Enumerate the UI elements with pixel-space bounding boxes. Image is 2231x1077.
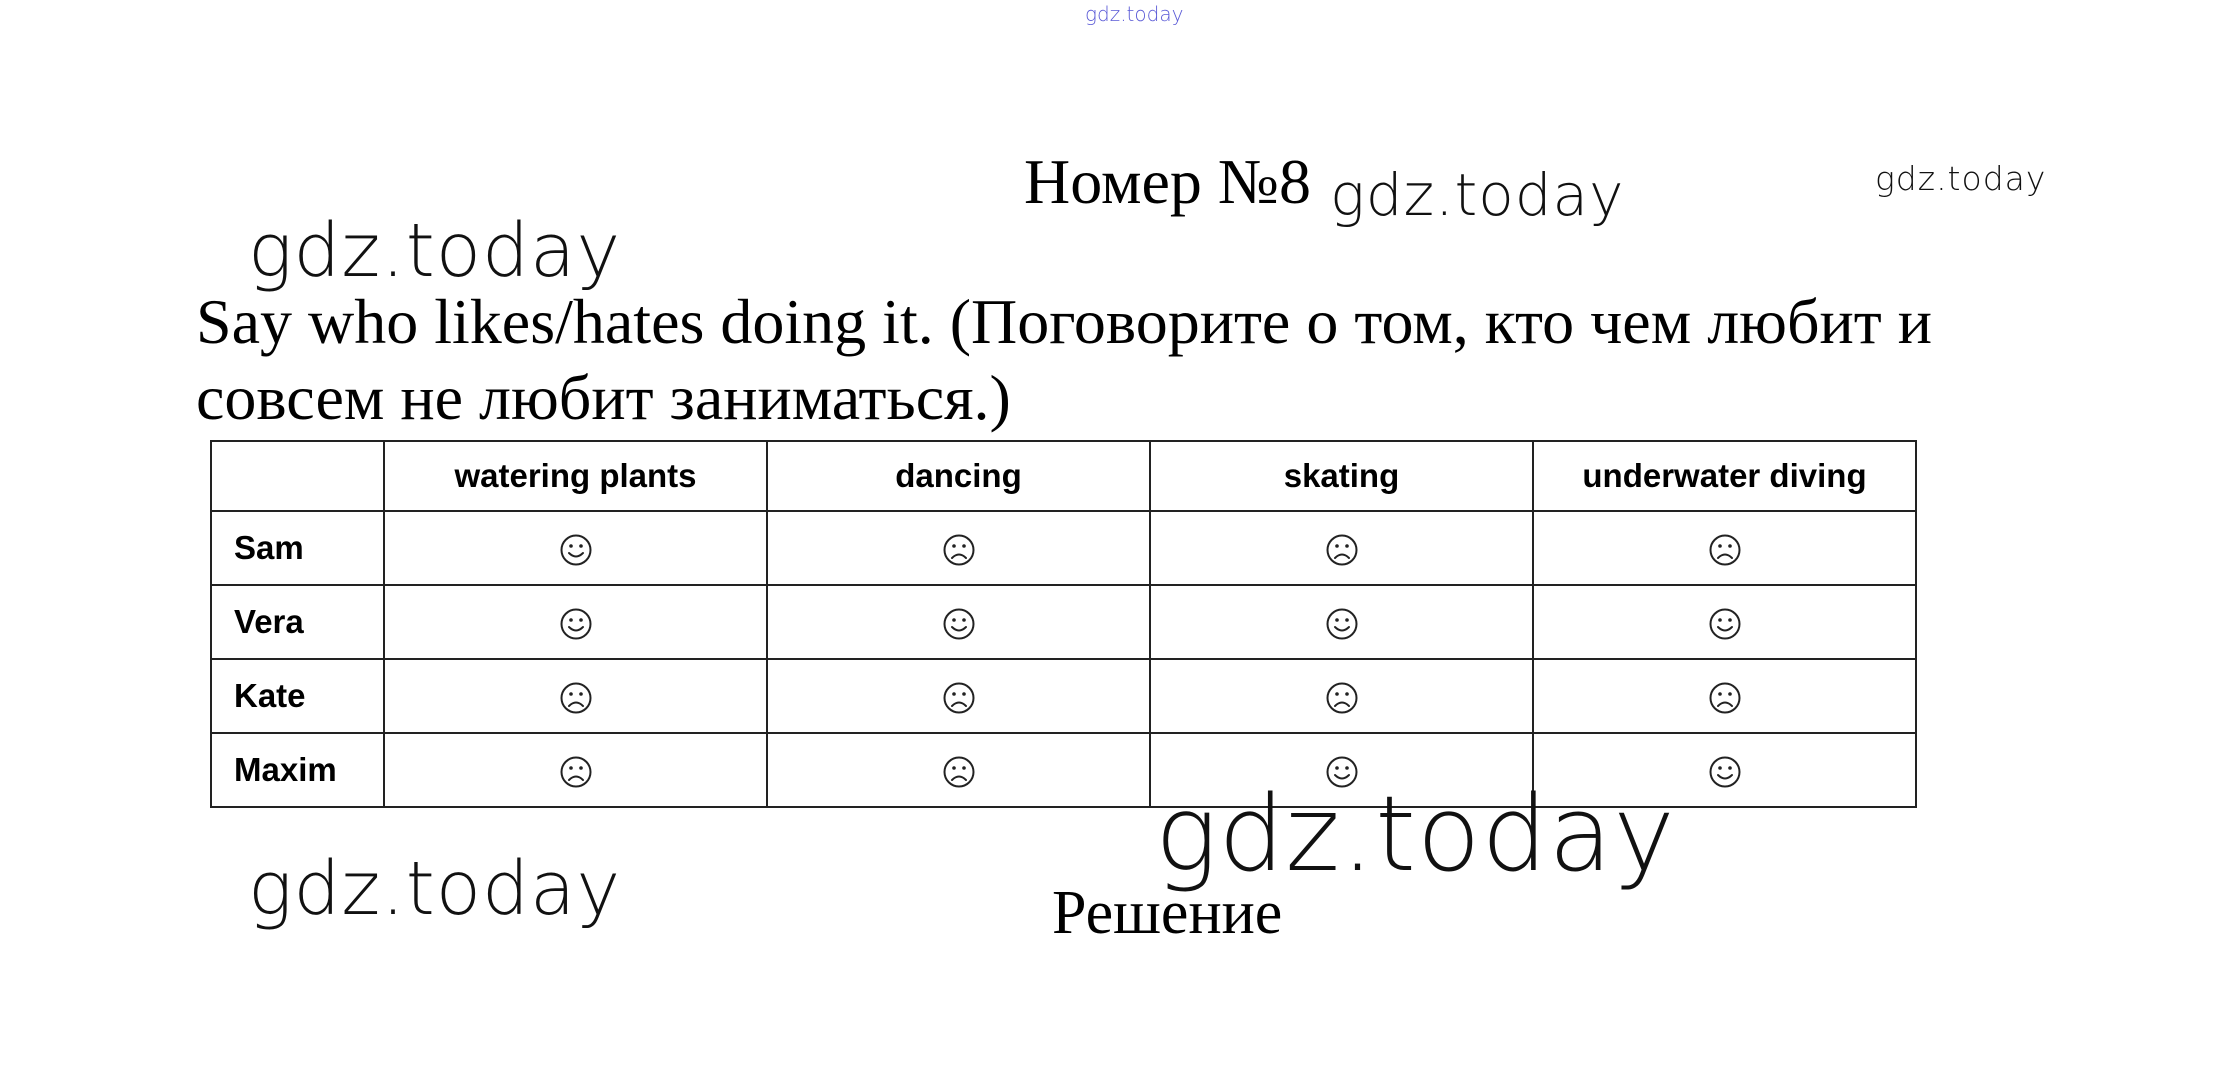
column-header: dancing — [767, 441, 1150, 511]
table-row — [211, 511, 1916, 585]
smiling-face-icon — [1325, 607, 1359, 641]
frowning-face-icon — [1325, 533, 1359, 567]
watermark-large: gdz.today — [1155, 773, 1676, 895]
watermark-top: gdz.today — [1085, 2, 1184, 26]
watermark-right: gdz.today — [1875, 159, 2047, 198]
frowning-face-icon — [942, 755, 976, 789]
frowning-face-icon — [1325, 681, 1359, 715]
frowning-face-icon — [942, 681, 976, 715]
smiling-face-icon — [1708, 607, 1742, 641]
smiling-face-icon — [559, 533, 593, 567]
rating-cell — [1533, 585, 1916, 659]
frowning-face-icon — [559, 755, 593, 789]
rating-cell — [384, 659, 767, 733]
rating-cell — [767, 733, 1150, 807]
column-header: watering plants — [384, 441, 767, 511]
table-header-row — [211, 441, 1916, 511]
frowning-face-icon — [1708, 533, 1742, 567]
rating-cell — [767, 511, 1150, 585]
header-corner-cell — [211, 441, 384, 511]
row-name-cell: Maxim — [211, 733, 384, 807]
frowning-face-icon — [559, 681, 593, 715]
smiling-face-icon — [559, 607, 593, 641]
smiling-face-icon — [1708, 755, 1742, 789]
row-name-cell: Sam — [211, 511, 384, 585]
smiling-face-icon — [942, 607, 976, 641]
frowning-face-icon — [1708, 681, 1742, 715]
rating-cell — [1533, 511, 1916, 585]
rating-cell — [767, 659, 1150, 733]
column-header: underwater diving — [1533, 441, 1916, 511]
page-title: Номер №8 — [1024, 146, 1311, 217]
rating-cell — [1150, 585, 1533, 659]
rating-cell — [1533, 659, 1916, 733]
watermark-title: gdz.today — [1330, 161, 1625, 229]
row-name-cell: Vera — [211, 585, 384, 659]
column-header: skating — [1150, 441, 1533, 511]
frowning-face-icon — [942, 533, 976, 567]
rating-cell — [384, 733, 767, 807]
rating-cell — [384, 585, 767, 659]
preferences-table — [210, 440, 1917, 808]
task-text: Say who likes/hates doing it. (Поговорите о том, кто чем любит и совсем не любит заниматься.) — [196, 286, 1932, 433]
watermark-left-upper: gdz.today — [248, 208, 622, 294]
rating-cell — [767, 585, 1150, 659]
rating-cell — [1150, 511, 1533, 585]
row-name-cell: Kate — [211, 659, 384, 733]
rating-cell — [1150, 659, 1533, 733]
watermark-left-lower: gdz.today — [248, 846, 622, 932]
table-row — [211, 585, 1916, 659]
table-row — [211, 659, 1916, 733]
rating-cell — [384, 511, 767, 585]
solution-label: Решение — [1052, 879, 1283, 947]
